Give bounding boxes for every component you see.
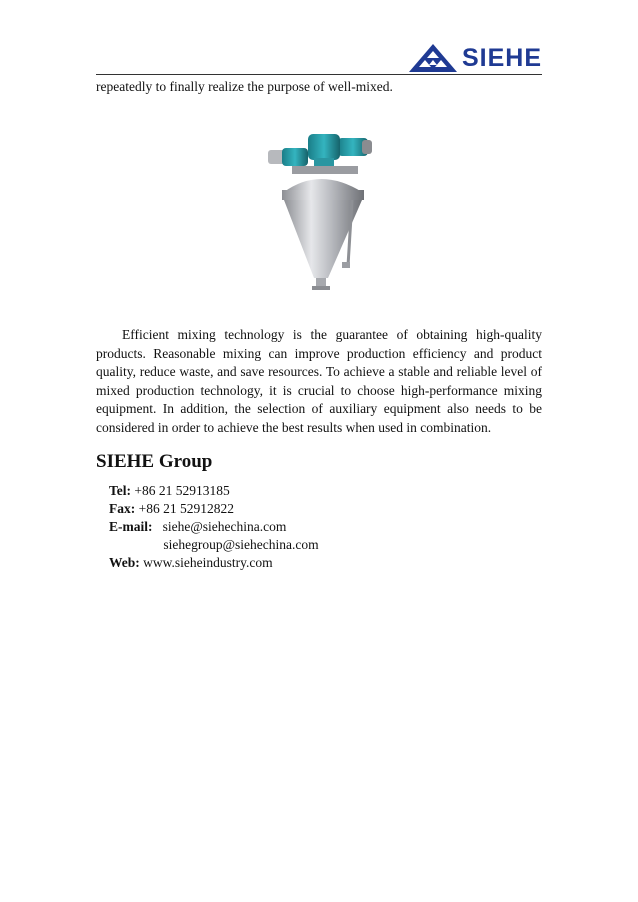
siehe-triangle-logo-icon [408, 43, 458, 73]
fax-row [109, 500, 319, 518]
web-label: Web: [109, 555, 140, 570]
tel-row [109, 482, 319, 500]
body-paragraph: Efficient mixing technology is the guarantee of obtaining high-quality products. Reasonable mixing can improve production efficiency and product quality, reduce waste, and save resources. To achieve a stable and reliable level of mixed production technology, it is crucial to choose high-performance mixing equipment. In addition, the selection of auxiliary equipment also needs to be considered in order to achieve the best results when used in combination. [96, 327, 542, 435]
continuation-text: repeatedly to finally realize the purpose of well-mixed. [96, 79, 393, 94]
contact-block [109, 482, 319, 572]
company-title: SIEHE Group [96, 451, 213, 472]
brand-name: SIEHE [462, 43, 543, 72]
tel-value: +86 21 52913185 [134, 483, 230, 498]
web-value: www.sieheindustry.com [143, 555, 273, 570]
tel-label: Tel: [109, 483, 132, 498]
email-row [109, 518, 319, 536]
header-divider [96, 74, 542, 75]
web-row [109, 554, 319, 572]
email-row-secondary [109, 536, 319, 554]
fax-value: +86 21 52912822 [138, 501, 234, 516]
email-value-primary: siehe@siehechina.com [162, 519, 287, 534]
email-label: E-mail: [109, 519, 153, 534]
fax-label: Fax: [109, 501, 136, 516]
email-value-secondary: siehegroup@siehechina.com [163, 537, 319, 552]
header-logo [408, 41, 542, 75]
conical-mixer-photo [262, 130, 378, 296]
